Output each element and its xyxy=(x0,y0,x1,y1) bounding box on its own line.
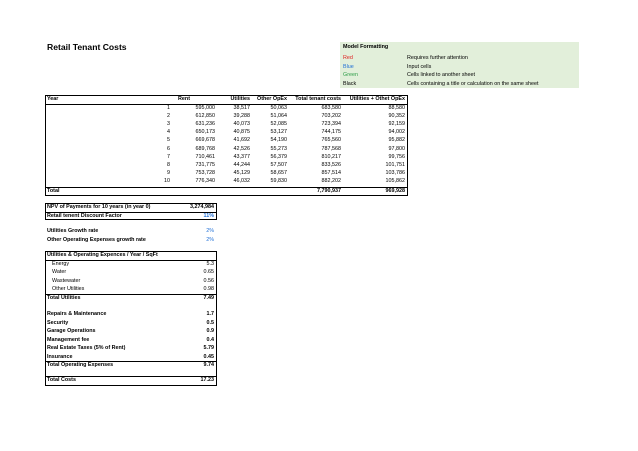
cell-total: 744,175 xyxy=(321,129,341,136)
cell-utilities: 43,377 xyxy=(233,153,250,160)
real-estate-taxes-label: Real Estate Taxes (5% of Rent) xyxy=(47,345,126,351)
cell-rent: 631,236 xyxy=(195,120,215,127)
table-row xyxy=(0,121,638,129)
total-util-other-value: 969,928 xyxy=(385,188,405,194)
cell-year: 10 xyxy=(164,178,170,185)
cell-rent: 595,000 xyxy=(195,104,215,111)
cell-utilities: 41,692 xyxy=(233,137,250,144)
cell-utilities: 45,129 xyxy=(233,170,250,177)
cell-utilities: 46,032 xyxy=(233,178,250,185)
cell-rent: 689,768 xyxy=(195,145,215,152)
cell-util-other: 92,159 xyxy=(388,120,405,127)
cell-year: 1 xyxy=(167,104,170,111)
total-utilities-label: Total Utilities xyxy=(47,294,81,301)
cell-other: 50,063 xyxy=(270,104,287,111)
cell-utilities: 42,526 xyxy=(233,145,250,152)
cell-other: 57,507 xyxy=(270,161,287,168)
header-rent: Rent xyxy=(178,96,190,102)
cell-rent: 612,850 xyxy=(195,112,215,119)
insurance-label: Insurance xyxy=(47,353,73,360)
cell-utilities: 40,073 xyxy=(233,120,250,127)
cell-total: 833,526 xyxy=(321,161,341,168)
cell-year: 8 xyxy=(167,161,170,168)
cell-rent: 776,340 xyxy=(195,178,215,185)
legend-green-desc: Cells linked to another sheet xyxy=(407,72,476,78)
legend-red-desc: Requires further attention xyxy=(407,55,468,61)
opex-growth-input[interactable]: 2% xyxy=(206,236,214,243)
garage-label: Garage Operations xyxy=(47,328,96,334)
header-utilities: Utilities xyxy=(230,96,250,102)
cell-util-other: 94,002 xyxy=(388,129,405,136)
cell-other: 53,127 xyxy=(270,129,287,136)
opex-growth-label: Other Operating Expenses growth rate xyxy=(47,236,146,243)
table-row xyxy=(0,137,638,145)
cell-util-other: 99,756 xyxy=(388,153,405,160)
legend-header: Model Formatting xyxy=(343,44,389,50)
management-fee-value: 0.4 xyxy=(206,336,214,343)
cell-total: 787,568 xyxy=(321,145,341,152)
garage-value: 0.9 xyxy=(206,328,214,334)
cell-rent: 710,461 xyxy=(195,153,215,160)
cell-utilities: 39,288 xyxy=(233,112,250,119)
legend-green-label: Green xyxy=(343,72,358,78)
cell-total: 683,580 xyxy=(321,104,341,111)
wastewater-value: 0.56 xyxy=(203,277,214,284)
cell-total: 857,514 xyxy=(321,170,341,177)
cell-total: 810,217 xyxy=(321,153,341,160)
cell-other: 55,273 xyxy=(270,145,287,152)
cell-total: 765,560 xyxy=(321,137,341,144)
cell-util-other: 90,352 xyxy=(388,112,405,119)
total-label: Total xyxy=(47,188,60,194)
table-row xyxy=(0,162,638,170)
cell-utilities: 40,875 xyxy=(233,129,250,136)
cell-year: 2 xyxy=(167,112,170,119)
total-tenant-costs-value: 7,790,937 xyxy=(317,188,341,194)
cell-utilities: 38,517 xyxy=(233,104,250,111)
cell-year: 3 xyxy=(167,120,170,127)
total-opex-label: Total Operating Expenses xyxy=(47,362,114,368)
cell-rent: 669,678 xyxy=(195,137,215,144)
total-utilities-value: 7.49 xyxy=(203,294,214,301)
insurance-value: 0.45 xyxy=(203,353,214,360)
real-estate-taxes-value: 5.79 xyxy=(203,345,214,351)
cell-year: 5 xyxy=(167,137,170,144)
expenses-header: Utilities & Operating Expences / Year / SqFt xyxy=(47,252,158,258)
water-value: 0.65 xyxy=(203,269,214,275)
cell-total: 882,202 xyxy=(321,178,341,185)
cell-other: 54,190 xyxy=(270,137,287,144)
header-utilities-other-opex: Utilities + Othet OpEx xyxy=(349,96,405,102)
cell-util-other: 103,786 xyxy=(385,170,405,177)
table-row xyxy=(0,178,638,186)
utilities-growth-input[interactable]: 2% xyxy=(206,228,214,234)
table-row xyxy=(0,113,638,121)
legend-black-desc: Cells containing a title or calculation on the same sheet xyxy=(407,80,539,87)
cell-utilities: 44,244 xyxy=(233,161,250,168)
total-costs-label: Total Costs xyxy=(47,377,76,383)
cell-year: 4 xyxy=(167,129,170,136)
cell-rent: 753,728 xyxy=(195,170,215,177)
cell-year: 7 xyxy=(167,153,170,160)
legend-blue-desc: Input cells xyxy=(407,63,432,70)
cell-total: 703,202 xyxy=(321,112,341,119)
page-title: Retail Tenant Costs xyxy=(47,42,127,52)
table-row xyxy=(0,105,638,113)
table-row xyxy=(0,129,638,137)
energy-value: 5.3 xyxy=(206,260,214,267)
repairs-label: Repairs & Maintenance xyxy=(47,311,107,317)
cell-rent: 731,775 xyxy=(195,161,215,168)
other-utilities-label: Other Utilities xyxy=(52,286,85,292)
npv-label: NPV of Payments for 10 years (in year 0) xyxy=(47,204,151,210)
cell-other: 58,657 xyxy=(270,170,287,177)
total-costs-value: 17.23 xyxy=(200,377,214,383)
cell-util-other: 97,800 xyxy=(388,145,405,152)
header-year: Year xyxy=(47,96,59,102)
table-row xyxy=(0,170,638,178)
cell-other: 56,379 xyxy=(270,153,287,160)
table-row xyxy=(0,154,638,162)
header-other-opex: Other OpEx xyxy=(257,96,287,102)
header-total-tenant-costs: Total tenant costs xyxy=(295,96,341,102)
wastewater-label: Wastewater xyxy=(52,277,81,284)
energy-label: Energy xyxy=(52,260,70,267)
water-label: Water xyxy=(52,269,67,275)
discount-label: Retail tenent Discount Factor xyxy=(47,212,122,219)
security-value: 0.5 xyxy=(206,319,214,326)
cell-other: 59,830 xyxy=(270,178,287,185)
cell-util-other: 101,751 xyxy=(385,161,405,168)
other-utilities-value: 0.98 xyxy=(203,286,214,292)
total-opex-value: 9.74 xyxy=(203,362,214,368)
discount-factor-input[interactable]: 11% xyxy=(203,212,214,219)
cell-other: 52,085 xyxy=(270,120,287,127)
legend-black-label: Black xyxy=(343,80,357,87)
legend-red-label: Red xyxy=(343,55,353,61)
management-fee-label: Management fee xyxy=(47,336,90,343)
repairs-value: 1.7 xyxy=(206,311,214,317)
cell-year: 6 xyxy=(167,145,170,152)
table-row xyxy=(0,146,638,154)
security-label: Security xyxy=(47,319,69,326)
utilities-growth-label: Utilities Growth rate xyxy=(47,228,99,234)
legend-blue-label: Blue xyxy=(343,63,354,70)
cell-util-other: 88,580 xyxy=(388,104,405,111)
cell-other: 51,064 xyxy=(270,112,287,119)
cell-rent: 650,173 xyxy=(195,129,215,136)
cell-year: 9 xyxy=(167,170,170,177)
cell-util-other: 95,882 xyxy=(388,137,405,144)
npv-value: 3,274,984 xyxy=(190,204,214,210)
cell-util-other: 105,862 xyxy=(385,178,405,185)
cell-total: 723,394 xyxy=(321,120,341,127)
